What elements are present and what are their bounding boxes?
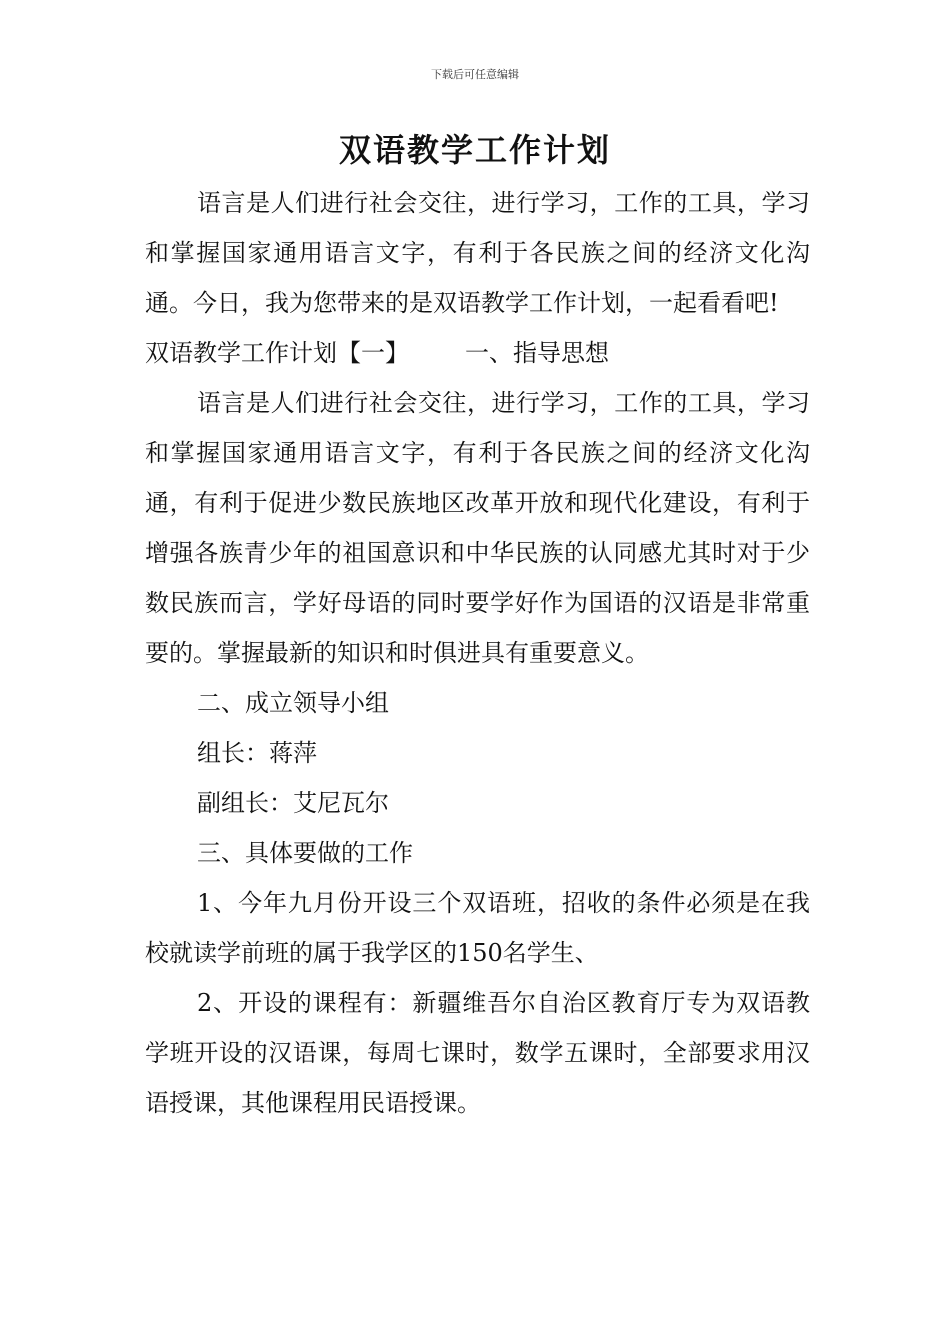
header-note: 下载后可任意编辑 (431, 68, 519, 81)
work-item-1: 1、今年九月份开设三个双语班，招收的条件必须是在我校就读学前班的属于我学区的150名学生、 (145, 889, 810, 967)
leader-line: 组长：蒋萍 (197, 739, 317, 767)
section-3-title: 三、具体要做的工作 (197, 839, 413, 867)
intro-paragraph: 语言是人们进行社会交往，进行学习，工作的工具，学习和掌握国家通用语言文字，有利于各民族之间的经济文化沟通。今日，我为您带来的是双语教学工作计划，一起看看吧! (145, 189, 810, 317)
document-title: 双语教学工作计划 (338, 131, 611, 169)
vice-leader-line: 副组长：艾尼瓦尔 (197, 789, 389, 817)
plan-one-heading: 双语教学工作计划【一】 (145, 339, 409, 367)
work-item-2: 2、开设的课程有：新疆维吾尔自治区教育厅专为双语教学班开设的汉语课，每周七课时，数学五课时，全部要求用汉语授课，其他课程用民语授课。 (145, 989, 810, 1117)
plan-one-heading-line (145, 328, 810, 378)
document-body (145, 178, 810, 1128)
section-2-title: 二、成立领导小组 (197, 689, 389, 717)
section-1-body: 语言是人们进行社会交往，进行学习，工作的工具，学习和掌握国家通用语言文字，有利于各民族之间的经济文化沟通，有利于促进少数民族地区改革开放和现代化建设，有利于增强各族青少年的祖国意识和中华民族的认同感尤其时对于少数民族而言，学好母语的同时要学好作为国语的汉语是非常重要的。掌握最新的知识和时俱进具有重要意义。 (145, 389, 810, 667)
section-1-title: 一、指导思想 (465, 339, 609, 367)
